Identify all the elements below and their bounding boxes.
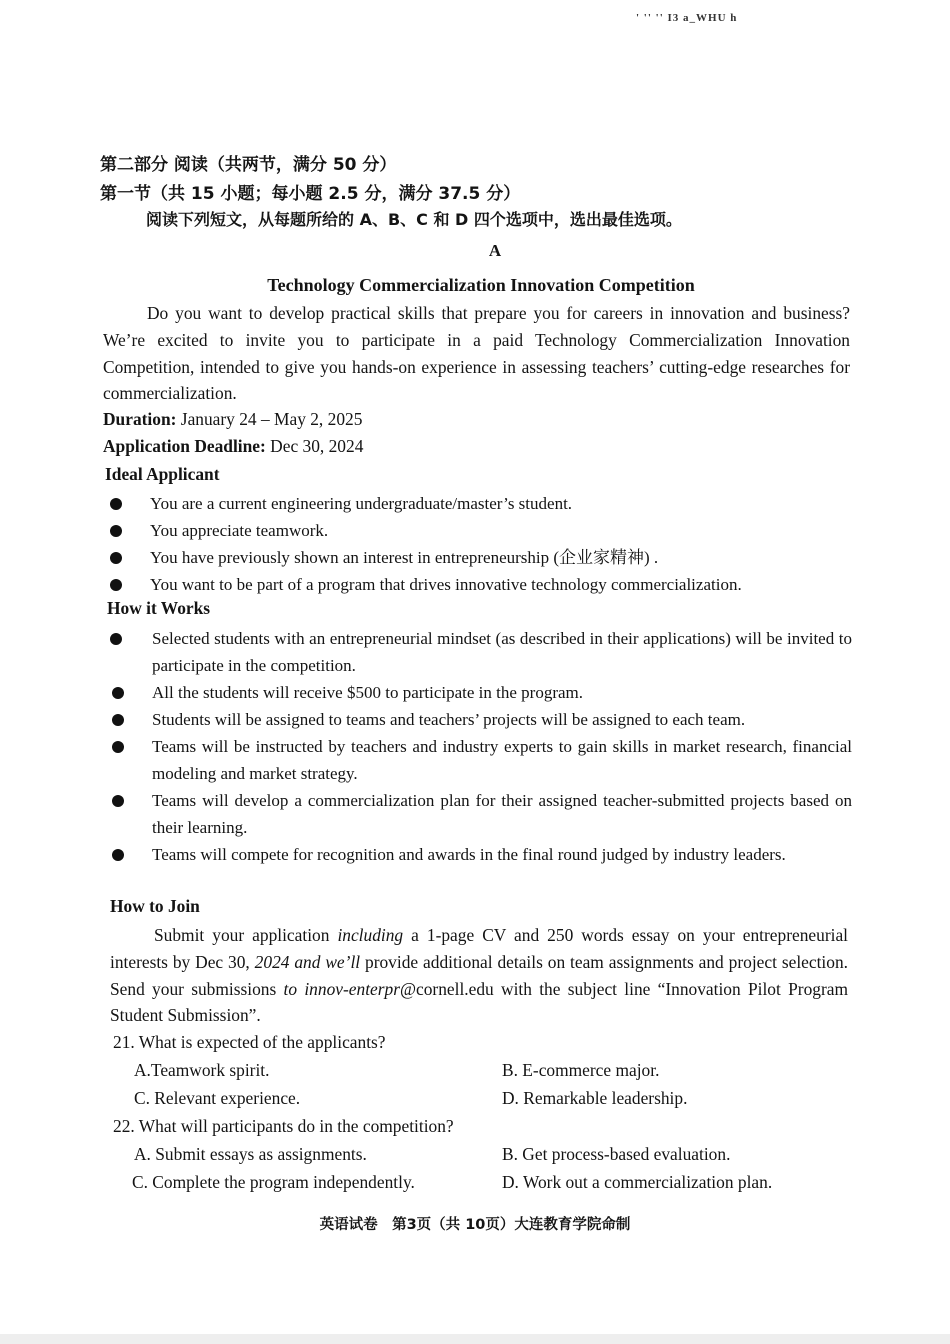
join-text: provide additional details on team assignments and project selection. Send your submissions: [110, 951, 848, 999]
ideal-applicant-heading: Ideal Applicant: [105, 464, 220, 484]
bullet-dot: [110, 633, 122, 645]
deadline-label: Application Deadline:: [103, 436, 266, 456]
bullet-dot: [112, 687, 124, 699]
join-text: a 1-page CV and 250 words essay on your entrepreneurial interests by Dec 30,: [110, 925, 849, 972]
deadline-line: [103, 436, 363, 457]
bullet-dot: [110, 552, 122, 564]
option-c: C. Relevant experience.: [134, 1088, 301, 1108]
duration-line: [103, 409, 362, 430]
how-it-works-item: Teams will be instructed by teachers and industry experts to gain skills in market research, financial modeling and market strategy.: [152, 737, 852, 783]
bullet-dot: [112, 714, 124, 726]
bullet-dot: [112, 849, 124, 861]
option-c: C. Complete the program independently.: [132, 1172, 415, 1192]
option-b: B. Get process-based evaluation.: [502, 1144, 731, 1164]
ideal-applicant-item: You are a current engineering undergraduate/master’s student.: [150, 494, 573, 513]
intro-paragraph: Do you want to develop practical skills that prepare you for careers in innovation and business? We’re excited to invite you to participate in a paid Technology Commercialization Innovation Competition, intended to give you hands-on experience in assessing teachers’ cutting-edge researches for commercialization.: [103, 303, 850, 404]
how-it-works-heading: How it Works: [107, 598, 211, 618]
join-text: Submit your application: [154, 925, 338, 945]
ideal-applicant-item: You appreciate teamwork.: [150, 521, 329, 540]
join-email: to innov-enterpr: [283, 978, 400, 999]
option-d: D. Remarkable leadership.: [502, 1088, 688, 1108]
bullet-dot: [112, 795, 124, 807]
ideal-applicant-item: You have previously shown an interest in entrepreneurship (企业家精神) .: [150, 548, 659, 567]
corner-mark: ' '' '' I3 a_WHU h: [636, 12, 738, 24]
part-heading: 第二部分 阅读（共两节，满分 50 分）: [100, 155, 397, 175]
page-footer: 英语试卷 第3页（共 10页）大连教育学院命制: [319, 1217, 631, 1233]
bullet-dot: [112, 741, 124, 753]
duration-value: January 24 – May 2, 2025: [180, 409, 363, 429]
duration-label: Duration:: [103, 409, 177, 429]
how-it-works-item: All the students will receive $500 to participate in the program.: [152, 683, 584, 702]
ideal-applicant-item: You want to be part of a program that drives innovative technology commercialization.: [150, 575, 742, 594]
option-b: B. E-commerce major.: [502, 1060, 660, 1080]
join-text-italic: 2024 and we’ll: [254, 951, 361, 972]
how-it-works-item: Teams will compete for recognition and awards in the final round judged by industry leaders.: [152, 845, 786, 864]
join-text: @cornell.edu with the subject line “Innovation Pilot Program Student Submission”.: [110, 978, 849, 1026]
question-stem: 22. What will participants do in the competition?: [113, 1116, 454, 1136]
bullet-dot: [110, 525, 122, 537]
how-it-works-item: Students will be assigned to teams and teachers’ projects will be assigned to each team.: [152, 710, 746, 729]
instruction: 阅读下列短文，从每题所给的 A、B、C 和 D 四个选项中，选出最佳选项。: [146, 210, 682, 229]
passage-letter: A: [488, 241, 502, 260]
how-it-works-item: Teams will develop a commercialization plan for their assigned teacher-submitted projects based on their learning.: [152, 791, 852, 837]
passage-title: Technology Commercialization Innovation Competition: [267, 275, 695, 295]
bullet-dot: [110, 498, 122, 510]
question-stem: 21. What is expected of the applicants?: [113, 1032, 386, 1052]
deadline-value: Dec 30, 2024: [270, 436, 364, 456]
option-a: A. Submit essays as assignments.: [134, 1144, 367, 1164]
join-text-italic: including: [337, 925, 404, 945]
option-d: D. Work out a commercialization plan.: [502, 1172, 773, 1192]
how-to-join-heading: How to Join: [110, 896, 200, 916]
scan-edge: [0, 1334, 950, 1344]
how-to-join-paragraph: [110, 922, 848, 1029]
option-a: A.Teamwork spirit.: [134, 1060, 270, 1080]
section-heading: 第一节（共 15 小题；每小题 2.5 分，满分 37.5 分）: [100, 184, 521, 204]
bullet-dot: [110, 579, 122, 591]
how-it-works-item: Selected students with an entrepreneurial mindset (as described in their applications) will be invited to participate in the competition.: [152, 629, 852, 675]
